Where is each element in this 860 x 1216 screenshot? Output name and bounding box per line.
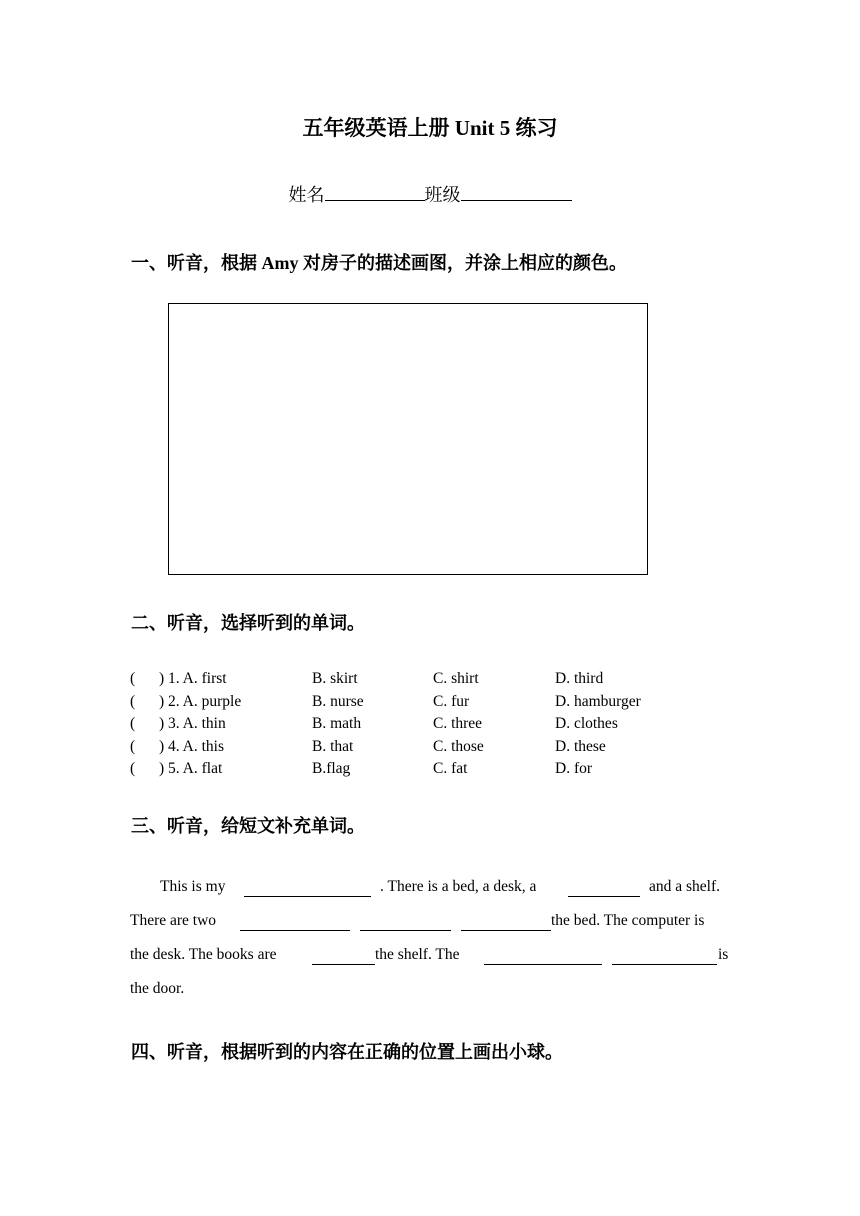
section4-heading: 四、听音，根据听到的内容在正确的位置上画出小球。 (131, 1042, 563, 1062)
choice-row-5 (130, 758, 750, 781)
option-d: D. clothes (555, 715, 618, 732)
passage-line-1 (130, 872, 730, 906)
passage-text: This is my (160, 878, 226, 895)
passage-line-3 (130, 940, 730, 974)
option-c: C. those (433, 737, 484, 755)
fill-blank[interactable] (360, 930, 451, 931)
choice-row-2 (130, 691, 750, 714)
class-blank[interactable] (461, 182, 572, 201)
page-title: 五年级英语上册 Unit 5 练习 (302, 116, 558, 140)
fill-blank[interactable] (240, 930, 350, 931)
fill-blank[interactable] (244, 896, 371, 897)
passage-text: the shelf. The (375, 946, 460, 963)
fill-blank[interactable] (484, 964, 602, 965)
answer-paren[interactable]: ( (130, 670, 136, 687)
passage-text: . There is a bed, a desk, a (380, 878, 537, 895)
option-d: D. third (555, 670, 604, 687)
passage-text: the bed. The computer is (551, 912, 705, 929)
name-blank[interactable] (325, 182, 425, 201)
name-label: 姓名 (288, 185, 325, 205)
choice-row-1 (130, 668, 750, 691)
option-b: B.flag (312, 760, 351, 777)
fill-in-passage (130, 872, 730, 1008)
answer-paren[interactable]: ( (130, 715, 136, 732)
drawing-box[interactable] (168, 303, 648, 575)
passage-text: the door. (130, 980, 185, 997)
option-b: B. nurse (312, 692, 364, 710)
option-d: D. hamburger (555, 692, 641, 710)
passage-text: and a shelf. (649, 878, 721, 895)
passage-text: the desk. The books are (130, 946, 277, 963)
option-a: ) 2. A. purple (159, 692, 242, 710)
option-c: C. shirt (433, 670, 479, 687)
section2-heading: 二、听音，选择听到的单词。 (131, 613, 365, 633)
option-a: ) 3. A. thin (159, 715, 226, 732)
answer-paren[interactable]: ( (130, 760, 136, 777)
section1-heading: 一、听音，根据 Amy 对房子的描述画图，并涂上相应的颜色。 (131, 253, 627, 273)
section3-heading: 三、听音，给短文补充单词。 (131, 816, 365, 836)
fill-blank[interactable] (312, 964, 375, 965)
option-b: B. skirt (312, 670, 358, 687)
option-b: B. math (312, 715, 362, 732)
choice-list (130, 668, 750, 781)
fill-blank[interactable] (461, 930, 551, 931)
option-c: C. fat (433, 760, 468, 777)
answer-paren[interactable]: ( (130, 692, 136, 710)
option-d: D. these (555, 737, 606, 755)
option-a: ) 5. A. flat (159, 760, 223, 777)
choice-row-4 (130, 736, 750, 759)
option-d: D. for (555, 760, 593, 777)
name-class-line (0, 182, 860, 208)
passage-text: is (718, 946, 729, 963)
passage-line-4 (130, 974, 730, 1008)
option-b: B. that (312, 737, 354, 755)
option-c: C. three (433, 715, 483, 732)
option-a: ) 4. A. this (159, 737, 225, 755)
answer-paren[interactable]: ( (130, 737, 136, 755)
class-label: 班级 (424, 185, 461, 205)
passage-text: There are two (130, 912, 217, 929)
option-c: C. fur (433, 692, 470, 710)
fill-blank[interactable] (612, 964, 717, 965)
passage-line-2 (130, 906, 730, 940)
fill-blank[interactable] (568, 896, 640, 897)
option-a: ) 1. A. first (159, 670, 227, 687)
choice-row-3 (130, 713, 750, 736)
